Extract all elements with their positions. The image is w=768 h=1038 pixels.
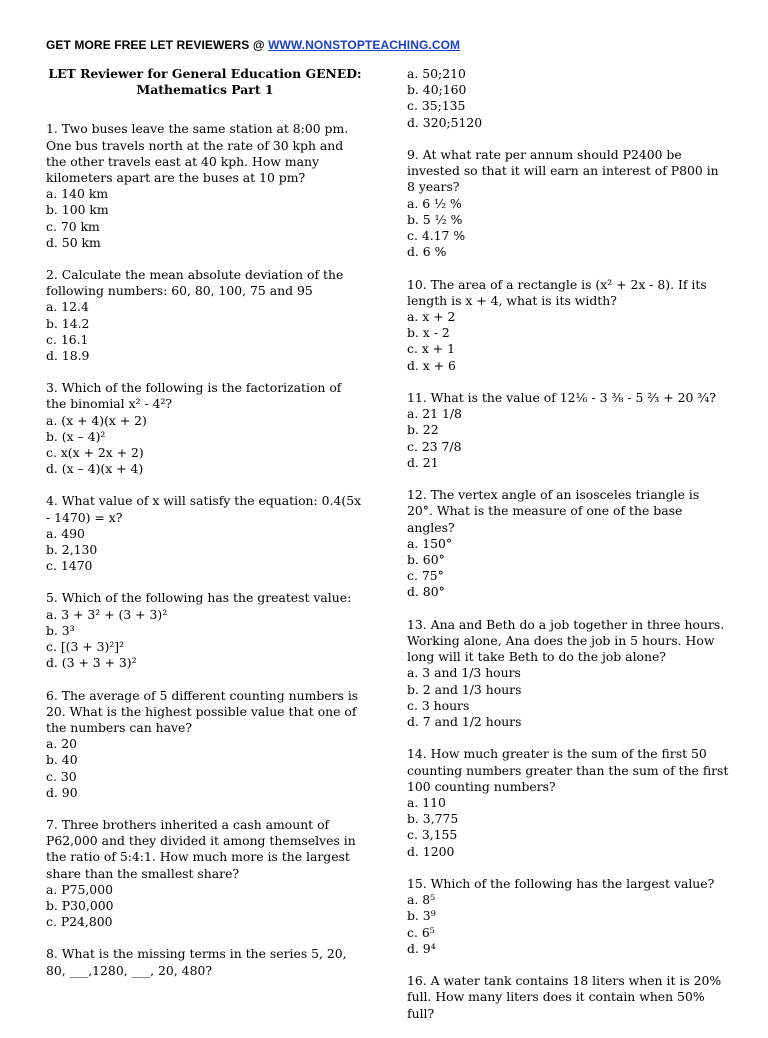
left-column <box>46 66 364 995</box>
answer-option: a. 3 + 3² + (3 + 3)² <box>46 606 168 622</box>
answer-option: a. 140 km <box>46 186 109 202</box>
answer-option: a. 20 <box>46 736 78 752</box>
answer-option: a. 50;210 <box>407 66 466 81</box>
question-block <box>46 688 364 801</box>
website-link[interactable]: WWW.NONSTOPTEACHING.COM <box>268 38 461 52</box>
question-block <box>46 121 364 251</box>
answer-option: b. 100 km <box>46 202 109 218</box>
document-title <box>46 66 364 98</box>
answer-option: c. P24,800 <box>46 914 113 930</box>
question-block <box>46 817 364 930</box>
question-stem: 10. The area of a rectangle is (x² + 2x - 8). If its length is x + 4, what is its width? <box>407 276 707 308</box>
answer-option: d. 6 % <box>407 244 447 260</box>
answer-option: b. 22 <box>407 422 439 438</box>
answer-option: b. (x – 4)² <box>46 428 106 444</box>
right-question-list <box>407 66 729 1022</box>
answer-option: b. P30,000 <box>46 897 114 913</box>
question-block <box>407 487 729 600</box>
question-stem: 13. Ana and Beth do a job together in three hours. Working alone, Ana does the job in 5 hours. How long will it take Beth to do the job alone? <box>407 616 725 665</box>
answer-option: d. 80° <box>407 584 445 600</box>
question-block <box>46 267 364 364</box>
question-block <box>46 380 364 477</box>
question-stem: 2. Calculate the mean absolute deviation of the following numbers: 60, 80, 100, 75 and 95 <box>46 267 344 299</box>
answer-option: d. 90 <box>46 784 78 800</box>
answer-option: b. 3⁹ <box>407 908 436 924</box>
question-block <box>407 876 729 957</box>
answer-option: d. (3 + 3 + 3)² <box>46 655 137 671</box>
answer-option: d. 9⁴ <box>407 940 436 956</box>
answer-option: b. 3,775 <box>407 811 459 827</box>
answer-option: d. (x – 4)(x + 4) <box>46 461 144 477</box>
question-stem: 6. The average of 5 different counting numbers is 20. What is the highest possible value that one of the numbers can have? <box>46 687 359 735</box>
answer-option: a. P75,000 <box>46 881 113 897</box>
answer-option: a. 6 ½ % <box>407 195 462 211</box>
answer-option: d. 18.9 <box>46 348 90 364</box>
answer-option: d. 7 and 1/2 hours <box>407 714 522 730</box>
answer-option: b. 40;160 <box>407 82 467 98</box>
question-stem: 7. Three brothers inherited a cash amount of P62,000 and they divided it among themselves in the ratio of 5:4:1. How much more is the largest share than the smallest share? <box>46 816 356 881</box>
question-stem: 12. The vertex angle of an isosceles triangle is 20°. What is the measure of one of the base angles? <box>407 487 700 535</box>
answer-option: c. 23 7/8 <box>407 438 462 454</box>
question-block <box>407 390 729 471</box>
answer-option: d. 1200 <box>407 843 455 859</box>
answer-option: c. 16.1 <box>46 331 89 347</box>
answer-option: a. (x + 4)(x + 2) <box>46 412 147 428</box>
answer-option: b. 60° <box>407 552 445 568</box>
answer-option: c. 3 hours <box>407 697 470 713</box>
answer-option: a. 8⁵ <box>407 892 436 908</box>
question-stem: 4. What value of x will satisfy the equation: 0.4(5x - 1470) = x? <box>46 493 362 525</box>
question-block <box>407 746 729 859</box>
question-block <box>407 973 729 1022</box>
left-question-list <box>46 121 364 978</box>
question-stem: 11. What is the value of 12⅙ - 3 ⅜ - 5 ⅔ + 20 ¾? <box>407 390 716 406</box>
answer-option: a. 3 and 1/3 hours <box>407 665 521 681</box>
title-line-1: LET Reviewer for General Education GENED: <box>48 66 362 81</box>
question-block <box>46 590 364 671</box>
answer-option: b. x - 2 <box>407 325 450 341</box>
page-header <box>46 38 460 52</box>
question-stem: 5. Which of the following has the greatest value: <box>46 590 352 606</box>
answer-option: c. 70 km <box>46 218 100 234</box>
question-stem: 15. Which of the following has the largest value? <box>407 876 715 892</box>
question-stem: 1. Two buses leave the same station at 8:00 pm. One bus travels north at the rate of 30 kph and the other travels east at 40 kph. How many kilometers apart are the buses at 10 pm? <box>46 121 349 186</box>
answer-option: c. 75° <box>407 568 444 584</box>
question-stem: 16. A water tank contains 18 liters when it is 20% full. How many liters does it contain when 50% full? <box>407 973 722 1021</box>
answer-option: a. 490 <box>46 525 85 541</box>
answer-option: d. 320;5120 <box>407 114 483 130</box>
question-block <box>407 277 729 374</box>
answer-option: b. 14.2 <box>46 315 90 331</box>
right-column <box>407 66 729 1038</box>
answer-option: c. x + 1 <box>407 341 455 357</box>
header-prefix: GET MORE FREE LET REVIEWERS @ <box>46 38 269 52</box>
question-stem: 8. What is the missing terms in the series 5, 20, 80, ___,1280, ___, 20, 480? <box>46 946 347 978</box>
answer-option: d. 21 <box>407 454 439 470</box>
answer-option: c. 6⁵ <box>407 924 435 940</box>
answer-option: c. [(3 + 3)²]² <box>46 639 125 655</box>
answer-option: c. 35;135 <box>407 98 466 114</box>
answer-option: b. 2,130 <box>46 542 98 558</box>
question-block <box>46 946 364 978</box>
question-block <box>46 493 364 574</box>
question-stem: 14. How much greater is the sum of the first 50 counting numbers greater than the sum of the first 100 counting numbers? <box>407 746 729 794</box>
answer-option: b. 3³ <box>46 622 75 638</box>
answer-option: d. 50 km <box>46 234 101 250</box>
answer-option: c. x(x + 2x + 2) <box>46 445 144 461</box>
answer-option: d. x + 6 <box>407 357 456 373</box>
answer-option: c. 3,155 <box>407 827 458 843</box>
answer-option: a. 150° <box>407 535 453 551</box>
question-stem: 3. Which of the following is the factorization of the binomial x² - 4²? <box>46 380 342 412</box>
answer-option: a. 21 1/8 <box>407 406 462 422</box>
answer-option: b. 5 ½ % <box>407 211 463 227</box>
question-block <box>407 147 729 260</box>
answer-option: c. 1470 <box>46 558 93 574</box>
question-block <box>407 66 729 131</box>
answer-option: c. 4.17 % <box>407 228 466 244</box>
question-stem: 9. At what rate per annum should P2400 be invested so that it will earn an interest of P800 in 8 years? <box>407 147 719 195</box>
answer-option: b. 40 <box>46 752 78 768</box>
question-block <box>407 617 729 730</box>
answer-option: a. x + 2 <box>407 309 456 325</box>
title-line-2: Mathematics Part 1 <box>136 82 274 98</box>
answer-option: a. 12.4 <box>46 299 89 315</box>
answer-option: c. 30 <box>46 768 77 784</box>
answer-option: b. 2 and 1/3 hours <box>407 681 522 697</box>
answer-option: a. 110 <box>407 795 446 811</box>
